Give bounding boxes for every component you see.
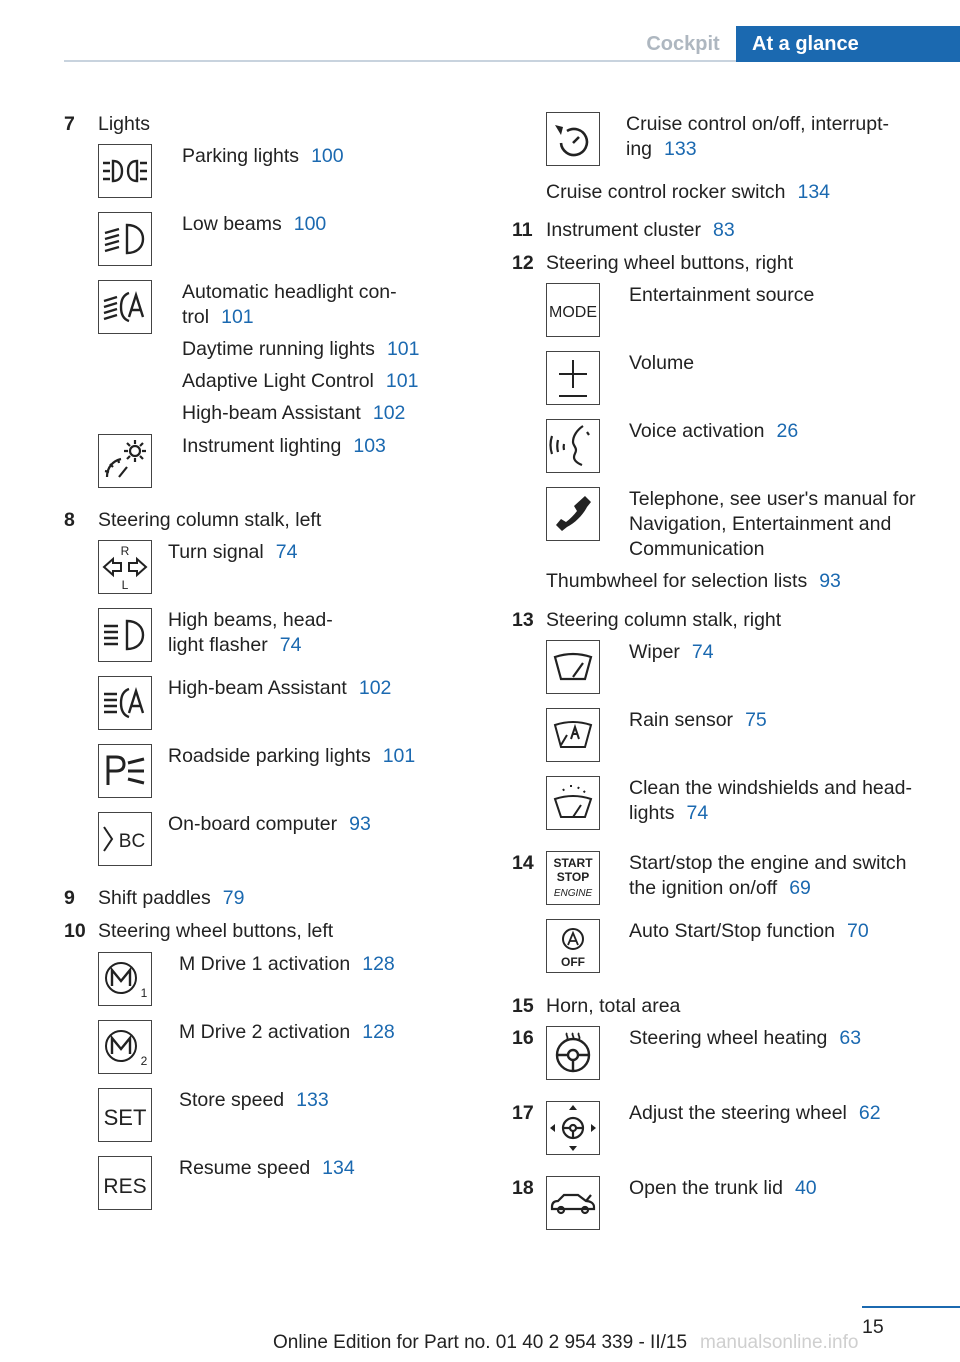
start-stop-line2 — [629, 876, 811, 901]
entry-label: Cruise control rocker switch — [546, 181, 786, 203]
entry-label: Daytime running lights — [182, 338, 375, 360]
m-drive-2-icon — [98, 1020, 152, 1074]
adaptive-light-control-entry — [182, 369, 418, 394]
item-number-11: 11 — [512, 219, 533, 241]
telephone-icon — [546, 487, 600, 541]
item-number-13: 13 — [512, 609, 534, 631]
page-ref[interactable]: 101 — [221, 306, 254, 328]
entry-label: High-beam Assistant — [168, 677, 347, 699]
off-icon-text: OFF — [561, 955, 585, 969]
svg-text:L: L — [121, 578, 129, 592]
cruise-control-line2 — [626, 137, 697, 162]
item-number-17: 17 — [512, 1102, 534, 1124]
entry-label: On-board computer — [168, 813, 338, 835]
entry-label: Open the trunk lid — [629, 1177, 783, 1199]
page-ref[interactable]: 70 — [846, 920, 869, 942]
entry-label: ing — [626, 138, 653, 160]
clean-windshield-line1: Clean the windshields and head- — [629, 777, 912, 799]
start-stop-line1: Start/stop the engine and switch — [629, 852, 907, 874]
entry-label: Adaptive Light Control — [182, 370, 374, 392]
high-beams-line2 — [168, 633, 301, 658]
on-board-computer-icon — [98, 812, 152, 866]
watermark: manualsonline.info — [700, 1332, 859, 1353]
svg-text:1: 1 — [140, 986, 148, 1000]
page-ref[interactable]: 134 — [797, 181, 831, 203]
m-drive-2-entry — [179, 1020, 395, 1045]
item-12-label: Steering wheel buttons, right — [546, 252, 794, 274]
page-ref[interactable]: 74 — [686, 802, 709, 824]
entry-label: Resume speed — [179, 1157, 311, 1179]
high-beams-icon — [98, 608, 152, 662]
page-ref[interactable]: 103 — [353, 435, 386, 457]
automatic-headlight-line2 — [182, 305, 254, 330]
page-ref[interactable]: 102 — [372, 402, 406, 424]
washer-icon — [546, 776, 600, 830]
parking-lights-icon — [98, 144, 152, 198]
entry-label: Low beams — [182, 213, 282, 235]
footer-edition: Online Edition for Part no. 01 40 2 954 339 - II/15 — [272, 1332, 688, 1353]
page-ref[interactable]: 74 — [275, 541, 298, 563]
voice-activation-entry — [629, 419, 798, 444]
m-drive-1-icon — [98, 952, 152, 1006]
entry-label: Turn signal — [168, 541, 264, 563]
page-ref[interactable]: 79 — [222, 887, 245, 909]
page-ref[interactable]: 101 — [382, 745, 416, 767]
steering-wheel-heating-entry — [629, 1026, 861, 1051]
high-beam-assistant-entry — [182, 401, 405, 426]
svg-text:R: R — [120, 544, 130, 558]
page-ref[interactable]: 101 — [386, 338, 420, 360]
entry-label: lights — [629, 802, 675, 824]
voice-activation-icon — [546, 419, 600, 473]
high-beam-assistant-icon — [98, 676, 152, 730]
turn-signal-entry — [168, 540, 297, 565]
cruise-control-icon — [546, 112, 600, 166]
low-beams-entry — [182, 212, 326, 237]
instrument-lighting-entry — [182, 434, 386, 459]
mode-icon — [546, 283, 600, 337]
volume-entry: Volume — [629, 352, 695, 374]
page-ref[interactable]: 134 — [322, 1157, 355, 1179]
page-ref[interactable]: 102 — [358, 677, 392, 699]
entry-label: light flasher — [168, 634, 268, 656]
entry-label: Roadside parking lights — [168, 745, 371, 767]
svg-text:2: 2 — [140, 1054, 148, 1068]
roadside-parking-lights-entry — [168, 744, 415, 769]
entry-label: Store speed — [179, 1089, 285, 1111]
entry-label: Parking lights — [182, 145, 300, 167]
page-ref[interactable]: 83 — [712, 219, 735, 241]
entry-label: Rain sensor — [629, 709, 734, 731]
telephone-line1: Telephone, see user's manual for — [629, 488, 916, 510]
thumbwheel-entry — [546, 569, 841, 594]
item-number-15: 15 — [512, 995, 534, 1017]
cruise-control-line1: Cruise control on/off, interrupt- — [626, 113, 890, 135]
item-number-7: 7 — [64, 113, 75, 135]
start-stop-icon — [546, 851, 600, 905]
adjust-steering-wheel-entry — [629, 1101, 881, 1126]
entry-label: Steering wheel heating — [629, 1027, 828, 1049]
item-11-entry — [546, 218, 735, 243]
page-number: 15 — [862, 1316, 884, 1338]
entry-label: Instrument cluster — [546, 219, 701, 241]
page-ref[interactable]: 40 — [794, 1177, 817, 1199]
page-ref[interactable]: 74 — [691, 641, 714, 663]
parking-lights-entry — [182, 144, 344, 169]
resume-speed-entry — [179, 1156, 355, 1181]
item-number-8: 8 — [64, 509, 75, 531]
footer-rule — [862, 1306, 960, 1308]
trunk-lid-entry — [629, 1176, 817, 1201]
rocker-switch-entry — [546, 180, 830, 205]
bc-icon-text: BC — [118, 831, 146, 852]
auto-start-stop-icon — [546, 919, 600, 973]
set-speed-icon — [98, 1088, 152, 1142]
page-ref[interactable]: 101 — [385, 370, 419, 392]
item-number-10: 10 — [64, 920, 86, 942]
entertainment-source-entry: Entertainment source — [629, 284, 815, 306]
entry-label: Shift paddles — [98, 887, 211, 909]
rain-sensor-entry — [629, 708, 767, 733]
store-speed-entry — [179, 1088, 329, 1113]
item-8-label: Steering column stalk, left — [98, 509, 322, 531]
instrument-lighting-icon — [98, 434, 152, 488]
item-10-label: Steering wheel buttons, left — [98, 920, 334, 942]
turn-signal-icon — [98, 540, 152, 594]
trunk-lid-icon — [546, 1176, 600, 1230]
entry-label: Wiper — [629, 641, 680, 663]
entry-label: Voice activation — [629, 420, 765, 442]
page-ref[interactable]: 100 — [293, 213, 327, 235]
entry-label: Instrument lighting — [182, 435, 342, 457]
auto-start-stop-entry — [629, 919, 869, 944]
page-ref[interactable]: 133 — [664, 138, 697, 160]
engine-icon-text: ENGINE — [553, 888, 593, 899]
item-number-18: 18 — [512, 1177, 534, 1199]
page-ref[interactable]: 26 — [776, 420, 799, 442]
entry-label: Auto Start/Stop function — [629, 920, 835, 942]
low-beams-icon — [98, 212, 152, 266]
roadside-parking-lights-icon — [98, 744, 152, 798]
page-ref[interactable]: 128 — [362, 953, 395, 975]
resume-speed-icon — [98, 1156, 152, 1210]
wiper-icon — [546, 640, 600, 694]
entry-label: M Drive 2 activation — [179, 1021, 351, 1043]
section-tab-at-a-glance[interactable]: At a glance — [736, 26, 960, 62]
page-ref[interactable]: 93 — [349, 813, 371, 835]
entry-label: the ignition on/off — [629, 877, 778, 899]
entry-label: Thumbwheel for selection lists — [546, 570, 808, 592]
page-ref[interactable]: 74 — [279, 634, 302, 656]
adjust-steering-wheel-icon — [546, 1101, 600, 1155]
volume-icon — [546, 351, 600, 405]
item-number-9: 9 — [64, 887, 75, 909]
page-ref[interactable]: 133 — [296, 1089, 329, 1111]
item-7-label: Lights — [98, 113, 151, 135]
steering-wheel-heating-icon — [546, 1026, 600, 1080]
item-number-14: 14 — [512, 852, 534, 874]
high-beams-line1: High beams, head- — [168, 609, 333, 631]
entry-label: trol — [182, 306, 210, 328]
page-ref[interactable]: 93 — [819, 570, 841, 592]
daytime-running-lights-entry — [182, 337, 419, 362]
page-ref[interactable]: 62 — [858, 1102, 881, 1124]
wiper-entry — [629, 640, 714, 665]
res-icon-text: RES — [103, 1175, 147, 1198]
m-drive-1-entry — [179, 952, 395, 977]
start-icon-text: START — [553, 856, 593, 870]
high-beam-assistant-entry-2 — [168, 676, 391, 701]
automatic-headlight-icon — [98, 280, 152, 334]
item-15-label: Horn, total area — [546, 995, 681, 1017]
entry-label: M Drive 1 activation — [179, 953, 351, 975]
item-number-16: 16 — [512, 1027, 534, 1049]
item-9-entry — [98, 886, 244, 911]
page-ref[interactable]: 100 — [311, 145, 344, 167]
page-ref[interactable]: 69 — [789, 877, 811, 899]
entry-label: High-beam Assistant — [182, 402, 361, 424]
telephone-line2: Navigation, Entertainment and — [629, 513, 892, 535]
on-board-computer-entry — [168, 812, 371, 837]
rain-sensor-icon — [546, 708, 600, 762]
set-icon-text: SET — [103, 1105, 147, 1130]
page-ref[interactable]: 63 — [839, 1027, 862, 1049]
item-13-label: Steering column stalk, right — [546, 609, 782, 631]
item-number-12: 12 — [512, 252, 534, 274]
section-tab-cockpit[interactable]: Cockpit — [646, 33, 720, 55]
page-ref[interactable]: 128 — [362, 1021, 395, 1043]
page-ref[interactable]: 75 — [745, 709, 767, 731]
entry-label: Adjust the steering wheel — [629, 1102, 847, 1124]
telephone-line3: Communication — [629, 538, 765, 560]
mode-icon-text: MODE — [549, 304, 597, 321]
automatic-headlight-line1: Automatic headlight con- — [182, 281, 397, 303]
clean-windshield-line2 — [629, 801, 708, 826]
stop-icon-text: STOP — [556, 870, 590, 884]
